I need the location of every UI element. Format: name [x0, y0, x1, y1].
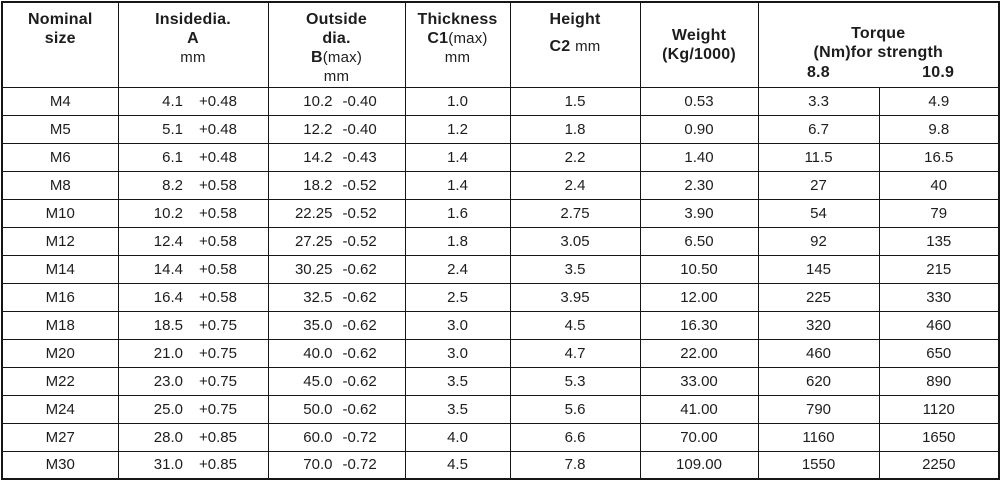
- cell-height: 4.5: [510, 311, 640, 339]
- cell-torque-10-9: 650: [879, 339, 999, 367]
- header-symbol-line: C2 mm: [549, 38, 601, 55]
- col-header-weight: [640, 2, 758, 87]
- cell-height: 3.05: [510, 227, 640, 255]
- inside-dia-value: 10.2: [153, 204, 183, 222]
- cell-torque-8-8: 145: [758, 255, 879, 283]
- outside-dia-tolerance: -0.62: [342, 400, 377, 418]
- outside-dia-tolerance: -0.72: [342, 456, 377, 474]
- header-row: [2, 2, 999, 87]
- header-label: (Nm)for strength: [813, 43, 943, 61]
- table-row: [2, 199, 999, 227]
- cell-inside-dia: [118, 199, 268, 227]
- cell-nominal-size: M30: [2, 451, 118, 479]
- inside-dia-tolerance: +0.58: [199, 232, 237, 250]
- cell-weight: 6.50: [640, 227, 758, 255]
- cell-nominal-size: M24: [2, 395, 118, 423]
- cell-weight: 0.90: [640, 115, 758, 143]
- outside-dia-tolerance: -0.72: [342, 428, 377, 446]
- cell-weight: 22.00: [640, 339, 758, 367]
- cell-torque-10-9: 135: [879, 227, 999, 255]
- cell-thickness: 1.2: [405, 115, 510, 143]
- header-label: A: [187, 30, 199, 47]
- col-header-nominal-size: [2, 2, 118, 87]
- cell-weight: 109.00: [640, 451, 758, 479]
- cell-inside-dia: [118, 423, 268, 451]
- cell-thickness: 3.5: [405, 367, 510, 395]
- inside-dia-tolerance: +0.75: [199, 316, 237, 334]
- inside-dia-value: 25.0: [153, 400, 183, 418]
- cell-nominal-size: M10: [2, 199, 118, 227]
- cell-thickness: 3.0: [405, 311, 510, 339]
- cell-nominal-size: M27: [2, 423, 118, 451]
- cell-torque-8-8: 1550: [758, 451, 879, 479]
- outside-dia-tolerance: -0.62: [342, 344, 377, 362]
- inside-dia-value: 31.0: [153, 456, 183, 474]
- cell-weight: 70.00: [640, 423, 758, 451]
- outside-dia-value: 18.2: [303, 176, 333, 194]
- cell-inside-dia: [118, 255, 268, 283]
- table-row: [2, 87, 999, 115]
- cell-weight: 0.53: [640, 87, 758, 115]
- header-unit: mm: [323, 68, 350, 85]
- cell-outside-dia: [268, 255, 405, 283]
- table-row: [2, 115, 999, 143]
- inside-dia-value: 5.1: [162, 120, 183, 138]
- cell-nominal-size: M22: [2, 367, 118, 395]
- outside-dia-value: 10.2: [303, 92, 333, 110]
- cell-torque-8-8: 225: [758, 283, 879, 311]
- cell-thickness: 1.0: [405, 87, 510, 115]
- table-header: [2, 2, 999, 87]
- cell-thickness: 4.0: [405, 423, 510, 451]
- outside-dia-value: 60.0: [303, 428, 333, 446]
- cell-height: 6.6: [510, 423, 640, 451]
- outside-dia-value: 14.2: [303, 148, 333, 166]
- cell-thickness: 3.0: [405, 339, 510, 367]
- inside-dia-tolerance: +0.58: [199, 288, 237, 306]
- cell-inside-dia: [118, 339, 268, 367]
- cell-outside-dia: [268, 199, 405, 227]
- outside-dia-tolerance: -0.62: [342, 260, 377, 278]
- outside-dia-tolerance: -0.62: [342, 288, 377, 306]
- outside-dia-tolerance: -0.52: [342, 176, 377, 194]
- header-unit: mm: [180, 49, 206, 66]
- header-label: Torque: [851, 24, 906, 42]
- cell-torque-8-8: 11.5: [758, 143, 879, 171]
- cell-outside-dia: [268, 87, 405, 115]
- outside-dia-tolerance: -0.52: [342, 204, 377, 222]
- cell-outside-dia: [268, 451, 405, 479]
- outside-dia-value: 32.5: [303, 288, 333, 306]
- inside-dia-value: 4.1: [162, 92, 183, 110]
- header-label: Height: [549, 11, 601, 28]
- cell-torque-8-8: 92: [758, 227, 879, 255]
- cell-torque-8-8: 54: [758, 199, 879, 227]
- cell-torque-10-9: 4.9: [879, 87, 999, 115]
- inside-dia-tolerance: +0.48: [199, 148, 237, 166]
- outside-dia-value: 45.0: [303, 372, 333, 390]
- cell-thickness: 1.6: [405, 199, 510, 227]
- cell-outside-dia: [268, 311, 405, 339]
- cell-torque-10-9: 40: [879, 171, 999, 199]
- cell-torque-8-8: 6.7: [758, 115, 879, 143]
- cell-inside-dia: [118, 451, 268, 479]
- cell-thickness: 2.4: [405, 255, 510, 283]
- cell-torque-10-9: 2250: [879, 451, 999, 479]
- header-symbol-line: B(max): [310, 49, 363, 66]
- cell-height: 2.75: [510, 199, 640, 227]
- torque-grade-row: [759, 63, 999, 82]
- outside-dia-tolerance: -0.62: [342, 372, 377, 390]
- inside-dia-tolerance: +0.75: [199, 344, 237, 362]
- cell-inside-dia: [118, 311, 268, 339]
- cell-outside-dia: [268, 395, 405, 423]
- cell-outside-dia: [268, 227, 405, 255]
- outside-dia-value: 35.0: [303, 316, 333, 334]
- cell-outside-dia: [268, 423, 405, 451]
- inside-dia-tolerance: +0.48: [199, 120, 237, 138]
- outside-dia-tolerance: -0.52: [342, 232, 377, 250]
- cell-thickness: 1.4: [405, 143, 510, 171]
- cell-nominal-size: M5: [2, 115, 118, 143]
- inside-dia-tolerance: +0.85: [199, 456, 237, 474]
- cell-weight: 41.00: [640, 395, 758, 423]
- outside-dia-tolerance: -0.40: [342, 92, 377, 110]
- cell-torque-8-8: 27: [758, 171, 879, 199]
- col-header-outside-dia: [268, 2, 405, 87]
- header-label: Insidedia.: [155, 11, 231, 28]
- cell-thickness: 3.5: [405, 395, 510, 423]
- cell-torque-10-9: 1650: [879, 423, 999, 451]
- header-unit: mm: [444, 49, 471, 66]
- cell-inside-dia: [118, 395, 268, 423]
- header-label: Outside: [306, 11, 367, 28]
- table-row: [2, 423, 999, 451]
- inside-dia-tolerance: +0.85: [199, 428, 237, 446]
- cell-outside-dia: [268, 115, 405, 143]
- spec-table: [1, 1, 1000, 480]
- inside-dia-value: 8.2: [162, 176, 183, 194]
- table-row: [2, 451, 999, 479]
- cell-height: 2.4: [510, 171, 640, 199]
- table-row: [2, 339, 999, 367]
- cell-torque-10-9: 1120: [879, 395, 999, 423]
- cell-torque-8-8: 790: [758, 395, 879, 423]
- cell-nominal-size: M18: [2, 311, 118, 339]
- cell-torque-8-8: 320: [758, 311, 879, 339]
- cell-inside-dia: [118, 367, 268, 395]
- cell-nominal-size: M14: [2, 255, 118, 283]
- outside-dia-tolerance: -0.62: [342, 316, 377, 334]
- table-row: [2, 143, 999, 171]
- table-row: [2, 227, 999, 255]
- inside-dia-tolerance: +0.58: [199, 176, 237, 194]
- cell-torque-10-9: 330: [879, 283, 999, 311]
- inside-dia-tolerance: +0.75: [199, 372, 237, 390]
- inside-dia-value: 28.0: [153, 428, 183, 446]
- cell-thickness: 2.5: [405, 283, 510, 311]
- outside-dia-value: 70.0: [303, 456, 333, 474]
- cell-height: 5.3: [510, 367, 640, 395]
- header-label: Nominal: [27, 11, 93, 28]
- cell-nominal-size: M20: [2, 339, 118, 367]
- cell-height: 7.8: [510, 451, 640, 479]
- table-body: [2, 87, 999, 479]
- cell-outside-dia: [268, 143, 405, 171]
- cell-torque-8-8: 3.3: [758, 87, 879, 115]
- cell-thickness: 4.5: [405, 451, 510, 479]
- cell-inside-dia: [118, 143, 268, 171]
- inside-dia-tolerance: +0.75: [199, 400, 237, 418]
- cell-height: 1.8: [510, 115, 640, 143]
- cell-outside-dia: [268, 171, 405, 199]
- cell-inside-dia: [118, 227, 268, 255]
- table-row: [2, 395, 999, 423]
- cell-weight: 12.00: [640, 283, 758, 311]
- outside-dia-value: 40.0: [303, 344, 333, 362]
- inside-dia-tolerance: +0.58: [199, 204, 237, 222]
- cell-nominal-size: M12: [2, 227, 118, 255]
- cell-nominal-size: M4: [2, 87, 118, 115]
- table-row: [2, 367, 999, 395]
- inside-dia-value: 12.4: [153, 232, 183, 250]
- cell-torque-10-9: 9.8: [879, 115, 999, 143]
- header-label: Weight: [671, 26, 727, 44]
- cell-outside-dia: [268, 283, 405, 311]
- cell-thickness: 1.8: [405, 227, 510, 255]
- inside-dia-value: 6.1: [162, 148, 183, 166]
- outside-dia-value: 30.25: [294, 260, 333, 278]
- inside-dia-value: 14.4: [153, 260, 183, 278]
- cell-weight: 3.90: [640, 199, 758, 227]
- torque-grade-8-8: 8.8: [806, 63, 830, 81]
- inside-dia-value: 21.0: [153, 344, 183, 362]
- cell-height: 3.95: [510, 283, 640, 311]
- cell-height: 2.2: [510, 143, 640, 171]
- cell-height: 1.5: [510, 87, 640, 115]
- cell-inside-dia: [118, 283, 268, 311]
- cell-height: 3.5: [510, 255, 640, 283]
- cell-torque-10-9: 460: [879, 311, 999, 339]
- header-label: dia.: [322, 30, 351, 47]
- cell-torque-10-9: 16.5: [879, 143, 999, 171]
- col-header-torque: [758, 2, 999, 87]
- inside-dia-tolerance: +0.48: [199, 92, 237, 110]
- outside-dia-tolerance: -0.40: [342, 120, 377, 138]
- cell-height: 4.7: [510, 339, 640, 367]
- cell-height: 5.6: [510, 395, 640, 423]
- cell-weight: 10.50: [640, 255, 758, 283]
- cell-nominal-size: M16: [2, 283, 118, 311]
- col-header-thickness: [405, 2, 510, 87]
- outside-dia-value: 50.0: [303, 400, 333, 418]
- inside-dia-value: 18.5: [153, 316, 183, 334]
- header-label: size: [44, 30, 76, 47]
- cell-thickness: 1.4: [405, 171, 510, 199]
- table-row: [2, 171, 999, 199]
- header-symbol-line: C1(max): [427, 30, 488, 47]
- table-row: [2, 283, 999, 311]
- cell-outside-dia: [268, 339, 405, 367]
- cell-inside-dia: [118, 87, 268, 115]
- cell-torque-8-8: 1160: [758, 423, 879, 451]
- cell-nominal-size: M8: [2, 171, 118, 199]
- col-header-height: [510, 2, 640, 87]
- header-label: (Kg/1000): [662, 45, 736, 63]
- inside-dia-tolerance: +0.58: [199, 260, 237, 278]
- cell-torque-10-9: 215: [879, 255, 999, 283]
- inside-dia-value: 23.0: [153, 372, 183, 390]
- cell-inside-dia: [118, 115, 268, 143]
- cell-weight: 33.00: [640, 367, 758, 395]
- outside-dia-value: 12.2: [303, 120, 333, 138]
- outside-dia-value: 22.25: [294, 204, 333, 222]
- cell-outside-dia: [268, 367, 405, 395]
- outside-dia-value: 27.25: [294, 232, 333, 250]
- cell-nominal-size: M6: [2, 143, 118, 171]
- cell-weight: 2.30: [640, 171, 758, 199]
- cell-torque-8-8: 620: [758, 367, 879, 395]
- cell-torque-10-9: 890: [879, 367, 999, 395]
- cell-torque-10-9: 79: [879, 199, 999, 227]
- cell-inside-dia: [118, 171, 268, 199]
- cell-weight: 1.40: [640, 143, 758, 171]
- col-header-inside-dia: [118, 2, 268, 87]
- table-row: [2, 311, 999, 339]
- cell-weight: 16.30: [640, 311, 758, 339]
- torque-grade-10-9: 10.9: [922, 63, 955, 81]
- inside-dia-value: 16.4: [153, 288, 183, 306]
- outside-dia-tolerance: -0.43: [342, 148, 377, 166]
- cell-torque-8-8: 460: [758, 339, 879, 367]
- header-label: Thickness: [417, 11, 498, 28]
- table-row: [2, 255, 999, 283]
